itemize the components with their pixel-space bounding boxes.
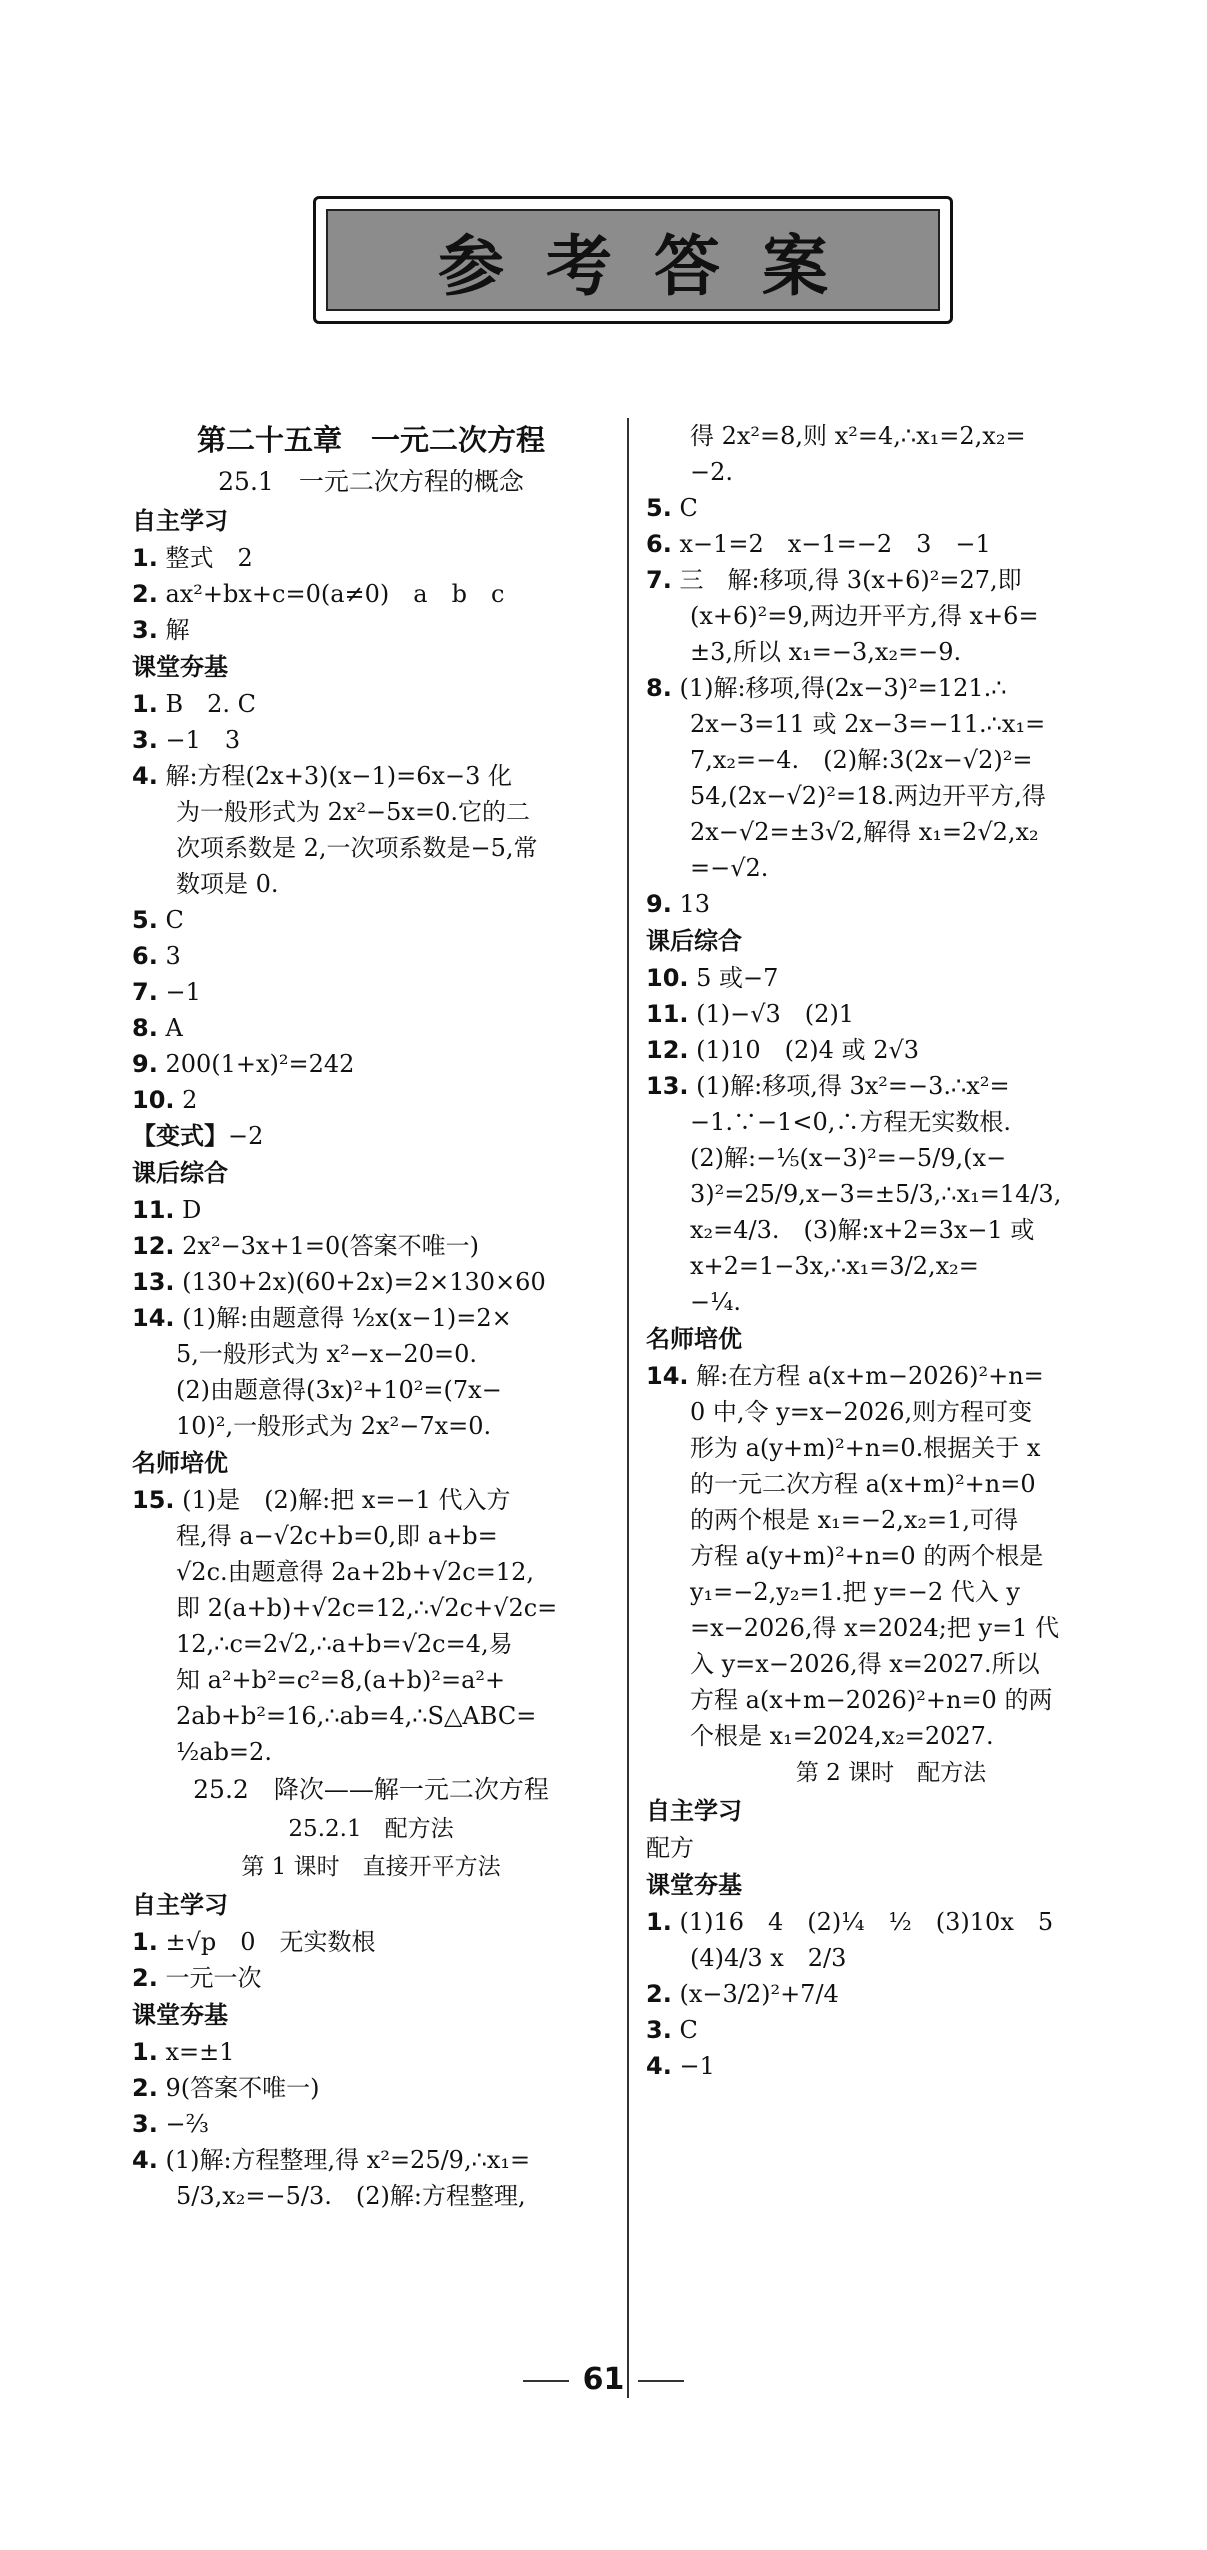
answer-continuation [132,1662,610,1698]
answer-text: (1)解:移项,得 3x²=−3.∴x²= [688,1072,1010,1100]
answer-text: 25.2.1 配方法 [288,1816,454,1842]
answer-text: 9(答案不唯一) [157,2074,320,2102]
question-number: 14. [132,1304,175,1332]
answer-line [646,1358,1136,1394]
answer-line [132,722,610,758]
answer-text: 方程 a(x+m−2026)²+n=0 的两 [690,1686,1053,1714]
answer-continuation [646,1284,1136,1320]
banner-inner [326,209,940,311]
answer-line [132,2070,610,2106]
answer-banner [313,196,953,324]
answer-text: ½ab=2. [176,1738,272,1766]
question-number: 12. [646,1036,689,1064]
answer-text: 一元一次 [157,1964,262,1992]
answer-text: 课后综合 [132,1159,228,1187]
answer-text: −2 [228,1122,264,1150]
answer-continuation [646,1646,1136,1682]
answer-text: 2x²−3x+1=0(答案不唯一) [174,1232,479,1260]
answer-text: 课堂夯基 [132,653,228,681]
answer-text: 自主学习 [646,1797,742,1825]
question-number: 2. [646,1980,672,2008]
answer-line [646,1068,1136,1104]
answer-continuation [132,830,610,866]
section-title [132,1770,610,1810]
section-heading [132,648,610,686]
page-number [0,2362,1207,2397]
answer-text: 即 2(a+b)+√2c=12,∴√2c+√2c= [176,1594,558,1622]
answer-text: 5 或−7 [688,964,779,992]
answer-text: (1)解:由题意得 ½x(x−1)=2× [174,1304,512,1332]
answer-text: 13 [671,890,710,918]
answer-line [646,562,1136,598]
question-number: 4. [132,2146,158,2174]
question-number: 7. [132,978,158,1006]
subsection-title [646,1754,1136,1792]
answer-continuation [646,1502,1136,1538]
answer-text: (1)10 (2)4 或 2√3 [688,1036,920,1064]
answer-line [646,2048,1136,2084]
answer-text: 程,得 a−√2c+b=0,即 a+b= [176,1522,498,1550]
answer-continuation [132,1698,610,1734]
answer-text: (2)由题意得(3x)²+10²=(7x− [176,1376,502,1404]
answer-text: x₂=4/3. (3)解:x+2=3x−1 或 [690,1216,1035,1244]
answer-continuation [646,1176,1136,1212]
question-number: 【变式】 [132,1122,228,1150]
answer-text: 配方 [646,1834,694,1862]
question-number: 11. [646,1000,689,1028]
answer-continuation [646,850,1136,886]
answer-text: 2ab+b²=16,∴ab=4,∴S△ABC= [176,1702,537,1730]
answer-line [132,1118,610,1154]
answer-continuation [646,454,1136,490]
answer-text: (1)16 4 (2)¼ ½ (3)10x 5 [671,1908,1054,1936]
subsection-title [132,1848,610,1886]
answer-line [646,1032,1136,1068]
section-heading [132,1886,610,1924]
question-number: 11. [132,1196,175,1224]
question-number: 10. [132,1086,175,1114]
answer-continuation [646,742,1136,778]
question-number: 2. [132,1964,158,1992]
answer-continuation [132,794,610,830]
section-heading [132,502,610,540]
answer-line [646,1904,1136,1940]
answer-text: 数项是 0. [176,870,279,898]
answer-text: 自主学习 [132,507,228,535]
answer-text: (4)4/3 x 2/3 [690,1944,847,1972]
section-heading [132,1444,610,1482]
answer-text: −1 [671,2052,715,2080]
section-title [132,462,610,502]
answer-continuation [646,778,1136,814]
answer-text: 10)²,一般形式为 2x²−7x=0. [176,1412,492,1440]
question-number: 1. [132,1928,158,1956]
answer-line [132,758,610,794]
question-number: 5. [646,494,672,522]
answer-text: (x+6)²=9,两边开平方,得 x+6= [690,602,1039,630]
answer-text: 2x−3=11 或 2x−3=−11.∴x₁= [690,710,1046,738]
question-number: 3. [646,2016,672,2044]
question-number: 1. [132,690,158,718]
question-number: 5. [132,906,158,934]
answer-line [132,1960,610,1996]
dash-right [638,2380,684,2382]
answer-text: 解 [157,616,190,644]
left-column [132,418,610,2214]
question-number: 7. [646,566,672,594]
question-number: 12. [132,1232,175,1260]
answer-text: x+2=1−3x,∴x₁=3/2,x₂= [690,1252,979,1280]
answer-text: 知 a²+b²=c²=8,(a+b)²=a²+ [176,1666,506,1694]
answer-text: 为一般形式为 2x²−5x=0.它的二 [176,798,530,826]
answer-text: x−1=2 x−1=−2 3 −1 [671,530,991,558]
answer-text: ±3,所以 x₁=−3,x₂=−9. [690,638,962,666]
answer-text: −⅔ [157,2110,209,2138]
answer-line [132,1228,610,1264]
answer-text: 200(1+x)²=242 [157,1050,355,1078]
answer-text: (1)解:移项,得(2x−3)²=121.∴ [671,674,1007,702]
answer-line [132,1482,610,1518]
right-column [646,418,1136,2084]
answer-line [132,1264,610,1300]
answer-text: 名师培优 [646,1325,742,1353]
answer-text: 自主学习 [132,1891,228,1919]
question-number: 3. [132,726,158,754]
question-number: 2. [132,2074,158,2102]
section-heading [646,922,1136,960]
answer-line [132,540,610,576]
chapter-title [132,418,610,462]
answer-line [132,1010,610,1046]
answer-line [132,1300,610,1336]
answer-text: 课堂夯基 [132,2001,228,2029]
answer-text: 3 [157,942,181,970]
answer-text: A [157,1014,183,1042]
answer-continuation [132,866,610,902]
question-number: 4. [646,2052,672,2080]
question-number: 1. [132,544,158,572]
question-number: 8. [132,1014,158,1042]
answer-line [646,2012,1136,2048]
answer-text: 25.1 一元二次方程的概念 [218,467,524,496]
answer-continuation [646,1682,1136,1718]
answer-text: 形为 a(y+m)²+n=0.根据关于 x [690,1434,1041,1462]
answer-text: B 2. C [157,690,256,718]
question-number: 13. [132,1268,175,1296]
answer-text: C [671,494,698,522]
answer-continuation [646,1248,1136,1284]
answer-text: 得 2x²=8,则 x²=4,∴x₁=2,x₂= [690,422,1026,450]
answer-continuation [132,1626,610,1662]
section-heading [646,1320,1136,1358]
answer-line [646,1976,1136,2012]
answer-text: 入 y=x−2026,得 x=2027.所以 [690,1650,1040,1678]
answer-continuation [132,1590,610,1626]
answer-line [132,1192,610,1228]
answer-continuation [646,1104,1136,1140]
answer-continuation [646,1430,1136,1466]
answer-text: D [174,1196,202,1224]
answer-line [132,686,610,722]
answer-text: √2c.由题意得 2a+2b+√2c=12, [176,1558,534,1586]
page-number-text: 61 [582,2362,625,2397]
answer-text: 7,x₂=−4. (2)解:3(2x−√2)²= [690,746,1033,774]
answer-line [132,1082,610,1118]
question-number: 3. [132,2110,158,2138]
answer-text: 第 1 课时 直接开平方法 [241,1854,501,1880]
answer-line [132,1924,610,1960]
answer-line [646,996,1136,1032]
answer-line [132,902,610,938]
answer-text: 12,∴c=2√2,∴a+b=√2c=4,易 [176,1630,513,1658]
dash-left [523,2380,569,2382]
answer-line [646,526,1136,562]
answer-text: =x−2026,得 x=2024;把 y=1 代 [690,1614,1060,1642]
answer-text: 2x−√2=±3√2,解得 x₁=2√2,x₂ [690,818,1039,846]
answer-text: 5,一般形式为 x²−x−20=0. [176,1340,477,1368]
question-number: 1. [132,2038,158,2066]
answer-line [646,960,1136,996]
answer-continuation [646,418,1136,454]
answer-text: 三 解:移项,得 3(x+6)²=27,即 [671,566,1022,594]
answer-text: y₁=−2,y₂=1.把 y=−2 代入 y [690,1578,1020,1606]
answer-text: 课堂夯基 [646,1871,742,1899]
question-number: 8. [646,674,672,702]
answer-text: C [671,2016,698,2044]
question-number: 3. [132,616,158,644]
answer-continuation [646,634,1136,670]
answer-text: (1)解:方程整理,得 x²=25/9,∴x₁= [157,2146,531,2174]
answer-continuation [646,814,1136,850]
answer-text: (130+2x)(60+2x)=2×130×60 [174,1268,546,1296]
answer-continuation [132,1336,610,1372]
question-number: 9. [132,1050,158,1078]
question-number: 14. [646,1362,689,1390]
answer-continuation [646,1538,1136,1574]
answer-text: −2. [690,458,734,486]
answer-continuation [646,1718,1136,1754]
answer-text: 个根是 x₁=2024,x₂=2027. [690,1722,994,1750]
answer-text: 25.2 降次——解一元二次方程 [193,1775,549,1804]
question-number: 10. [646,964,689,992]
answer-text: C [157,906,184,934]
answer-continuation [646,706,1136,742]
answer-text: 第二十五章 一元二次方程 [196,423,545,457]
answer-continuation [646,1466,1136,1502]
answer-text: (2)解:−⅕(x−3)²=−5/9,(x− [690,1144,1007,1172]
answer-text: 的两个根是 x₁=−2,x₂=1,可得 [690,1506,1019,1534]
section-heading [646,1792,1136,1830]
question-number: 13. [646,1072,689,1100]
answer-text: ±√p 0 无实数根 [157,1928,376,1956]
answer-continuation [646,1140,1136,1176]
question-number: 9. [646,890,672,918]
answer-continuation [646,598,1136,634]
answer-line [646,490,1136,526]
answer-text: ax²+bx+c=0(a≠0) a b c [157,580,505,608]
subsection-title [132,1810,610,1848]
answer-line [132,612,610,648]
answer-continuation [646,1394,1136,1430]
section-heading [132,1996,610,2034]
answer-text: (x−3/2)²+7/4 [671,1980,839,2008]
answer-text: 名师培优 [132,1449,228,1477]
answer-text: 课后综合 [646,927,742,955]
banner-title: 参考答案 [438,227,870,305]
answer-text: 3)²=25/9,x−3=±5/3,∴x₁=14/3, [690,1180,1062,1208]
section-heading [646,1866,1136,1904]
question-number: 2. [132,580,158,608]
answer-continuation [132,2178,610,2214]
answer-text: 解:在方程 a(x+m−2026)²+n= [688,1362,1044,1390]
answer-line [646,670,1136,706]
answer-line [646,1830,1136,1866]
answer-continuation [132,1372,610,1408]
answer-text: −1 3 [157,726,241,754]
answer-continuation [132,1408,610,1444]
question-number: 15. [132,1486,175,1514]
answer-continuation [646,1940,1136,1976]
answer-text: −1.∵−1<0,∴方程无实数根. [690,1108,1012,1136]
answer-text: 方程 a(y+m)²+n=0 的两个根是 [690,1542,1044,1570]
answer-text: −1 [157,978,201,1006]
answer-line [132,2142,610,2178]
answer-text: (1)是 (2)解:把 x=−1 代入方 [174,1486,511,1514]
answer-line [132,2034,610,2070]
question-number: 6. [132,942,158,970]
answer-line [132,938,610,974]
question-number: 1. [646,1908,672,1936]
answer-text: (1)−√3 (2)1 [688,1000,855,1028]
answer-continuation [646,1610,1136,1646]
answer-text: 2 [174,1086,198,1114]
answer-text: 0 中,令 y=x−2026,则方程可变 [690,1398,1033,1426]
answer-text: 5/3,x₂=−5/3. (2)解:方程整理, [176,2182,526,2210]
column-divider [627,418,629,2398]
answer-line [646,886,1136,922]
answer-line [132,1046,610,1082]
answer-text: 第 2 课时 配方法 [795,1760,987,1786]
answer-text: 解:方程(2x+3)(x−1)=6x−3 化 [157,762,513,790]
question-number: 4. [132,762,158,790]
section-heading [132,1154,610,1192]
answer-text: 的一元二次方程 a(x+m)²+n=0 [690,1470,1036,1498]
answer-line [132,2106,610,2142]
answer-line [132,974,610,1010]
answer-text: 整式 2 [157,544,253,572]
answer-text: 54,(2x−√2)²=18.两边开平方,得 [690,782,1046,810]
question-number: 6. [646,530,672,558]
answer-continuation [646,1212,1136,1248]
answer-text: −¼. [690,1288,741,1316]
answer-continuation [132,1734,610,1770]
answer-text: 次项系数是 2,一次项系数是−5,常 [176,834,538,862]
answer-continuation [132,1554,610,1590]
answer-text: =−√2. [690,854,769,882]
answer-continuation [646,1574,1136,1610]
answer-continuation [132,1518,610,1554]
answer-line [132,576,610,612]
answer-text: x=±1 [157,2038,235,2066]
